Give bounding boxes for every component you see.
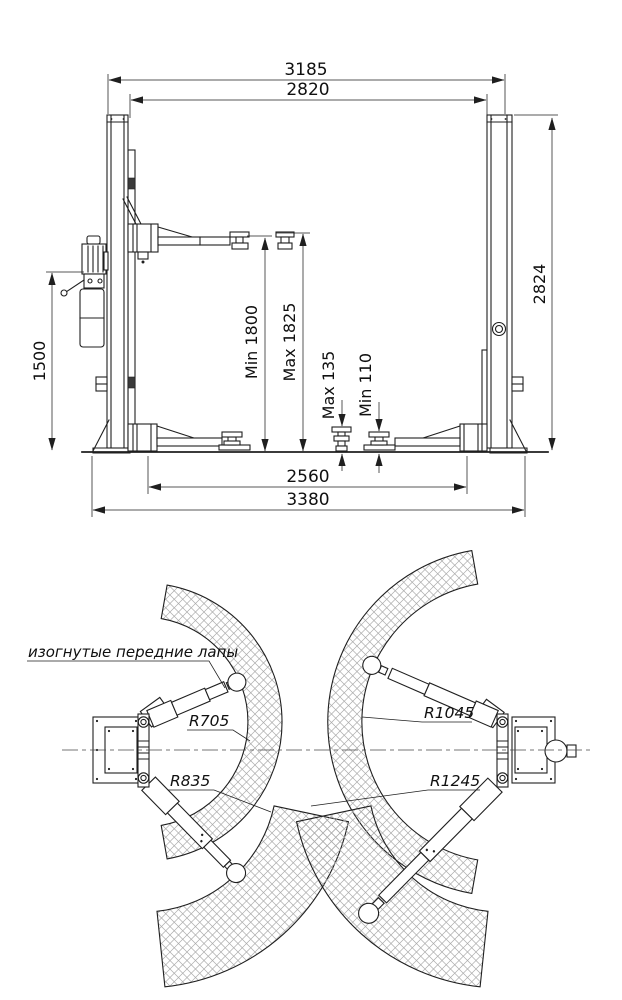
pad-max-height-ghost [276,232,294,249]
front-view [30,60,558,517]
raised-carriage-arm [123,197,294,264]
dim-front-arm-max: R835 [170,772,211,790]
lowered-arm-left-pad [219,432,250,450]
motor-body [82,244,106,274]
raised-arm-bar [158,237,230,245]
dim-powerunit-height: 1500 [30,340,49,382]
power-unit-knob [545,740,567,762]
dim-top-inner: 2820 [286,80,330,100]
left-rail-stop [128,178,135,189]
dim-base-outer: 3380 [286,490,330,510]
right-front-pin [497,717,507,727]
valve-block [84,274,104,288]
left-column-rail [128,150,135,450]
dim-top-outer: 3185 [284,60,328,80]
dim-pad-min: Min 110 [356,352,375,418]
lowered-arm-right-pad [364,432,395,450]
left-lock-block [128,377,135,388]
dim-base-inner: 2560 [286,467,330,487]
dim-pad-max: Max 135 [319,350,338,420]
plan-view [27,551,592,987]
plan-left-column [93,714,149,787]
left-front-pin [138,717,148,727]
right-column [487,115,527,453]
front-arms-label: изогнутые передние лапы [28,643,239,661]
power-unit [61,236,108,347]
dim-rear-arm-max: R1245 [430,772,481,790]
dim-lift-min: Min 1800 [242,304,261,380]
dim-lift-max: Max 1825 [280,302,299,382]
lowered-arm-left [128,424,250,451]
lowered-arm-right [364,424,487,451]
dim-rear-arm-min: R1045 [424,704,475,722]
dim-front-arm-min: R705 [189,712,230,730]
dim-column-height: 2824 [530,263,549,305]
right-rear-pin [497,773,507,783]
left-rear-pin [138,773,148,783]
raised-arm-pad [230,232,249,249]
pad-max-screw-ghost [332,427,351,451]
motor-cap [87,236,100,244]
plan-right-column [497,714,576,787]
